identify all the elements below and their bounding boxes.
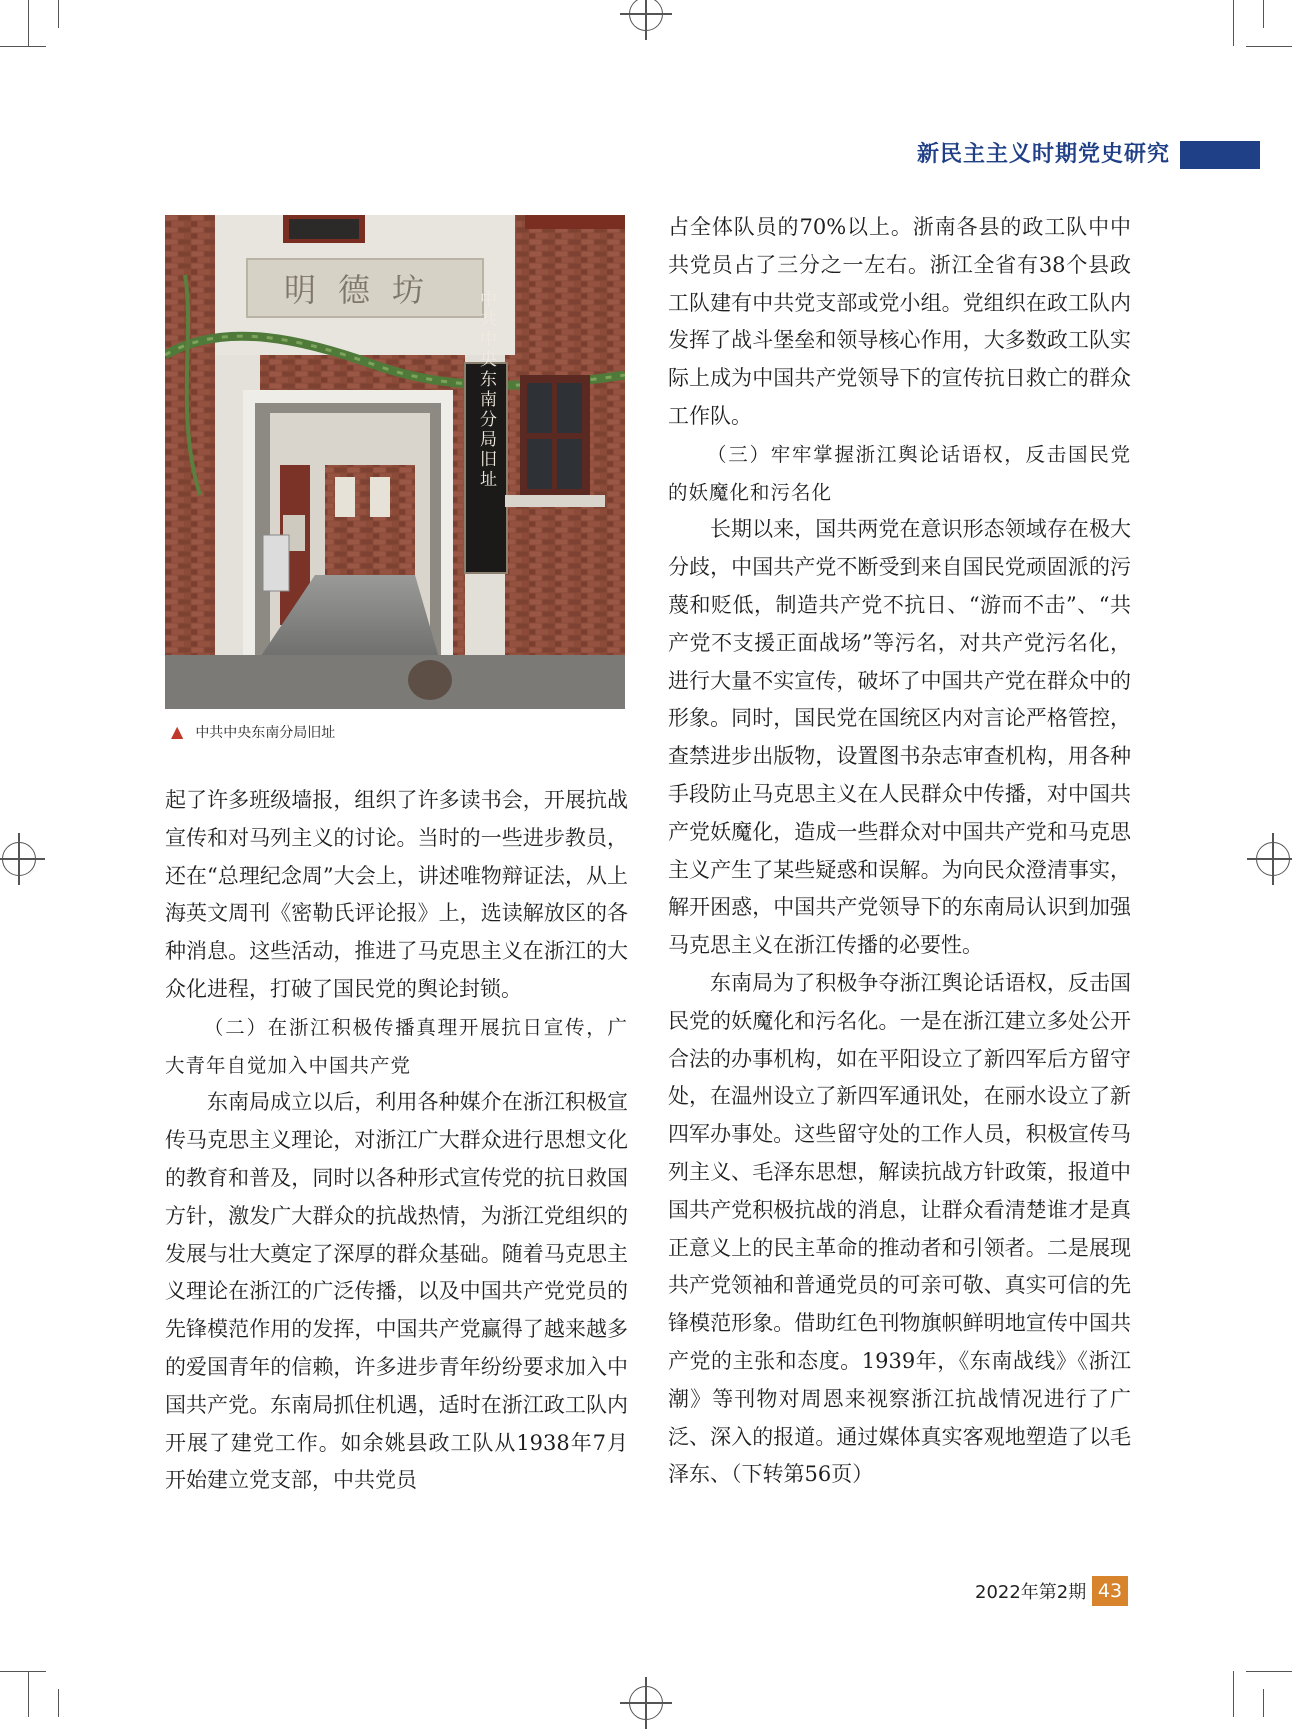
crop-mark — [1246, 1671, 1292, 1672]
crop-mark — [1233, 0, 1234, 46]
triangle-icon: ▲ — [171, 722, 184, 741]
crop-mark — [1263, 0, 1264, 28]
photo-caption — [171, 720, 335, 744]
registration-mark — [629, 1686, 663, 1720]
crop-mark — [1233, 1671, 1234, 1717]
section-title-bar — [1180, 141, 1260, 169]
paragraph: 起了许多班级墙报，组织了许多读书会，开展抗战宣传和对马列主义的讨论。当时的一些进步教员，还在“总理纪念周”大会上，讲述唯物辩证法，从上海英文周刊《密勒氏评论报》上，选读解放区的各种消息。这些活动，推进了马克思主义在浙江的大众化进程，打破了国民党的舆论封锁。 — [165, 788, 628, 1001]
subheading: （三）牢牢掌握浙江舆论话语权，反击国民党的妖魔化和污名化 — [668, 442, 1131, 504]
site-photo — [165, 215, 625, 709]
paragraph: 东南局成立以后，利用各种媒介在浙江积极宣传马克思主义理论，对浙江广大群众进行思想文化的教育和普及，同时以各种形式宣传党的抗日救国方针，激发广大群众的抗战热情，为浙江党组织的发展与壮大奠定了深厚的群众基础。随着马克思主义理论在浙江的广泛传播，以及中国共产党党员的先锋模范作用的发挥，中国共产党赢得了越来越多的爱国青年的信赖，许多进步青年纷纷要求加入中国共产党。东南局抓住机遇，适时在浙江政工队内开展了建党工作。如余姚县政工队从1938年7月开始建立党支部，中共党员 — [165, 1090, 628, 1493]
crop-mark — [58, 0, 59, 28]
section-title: 新民主主义时期党史研究 — [916, 142, 1170, 167]
subheading: （二）在浙江积极传播真理开展抗日宣传，广大青年自觉加入中国共产党 — [165, 1015, 628, 1077]
left-column — [165, 782, 628, 1500]
lintel-text: 明德坊 — [283, 271, 447, 309]
crop-mark — [1246, 46, 1292, 47]
crop-mark — [58, 1689, 59, 1717]
crop-mark — [28, 1671, 29, 1717]
paragraph: 东南局为了积极争夺浙江舆论话语权，反击国民党的妖魔化和污名化。一是在浙江建立多处公开合法的办事机构，如在平阳设立了新四军后方留守处，在温州设立了新四军通讯处，在丽水设立了新四军办事处。这些留守处的工作人员，积极宣传马列主义、毛泽东思想，解读抗战方针政策，报道中国共产党积极抗战的消息，让群众看清楚谁才是真正意义上的民主革命的推动者和引领者。二是展现共产党领袖和普通党员的可亲可敬、真实可信的先锋模范形象。借助红色刊物旗帜鲜明地宣传中国共产党的主张和态度。1939年，《东南战线》《浙江潮》等刊物对周恩来视察浙江抗战情况进行了广泛、深入的报道。通过媒体真实客观地塑造了以毛泽东、（下转第56页） — [668, 970, 1131, 1487]
crop-mark — [1263, 1689, 1264, 1717]
paragraph: 长期以来，国共两党在意识形态领域存在极大分歧，中国共产党不断受到来自国民党顽固派的污蔑和贬低，制造共产党不抗日、“游而不击”、“共产党不支援正面战场”等污名，对共产党污名化，进行大量不实宣传，破坏了中国共产党在群众中的形象。同时，国民党在国统区内对言论严格管控，查禁进步出版物，设置图书杂志审查机构，用各种手段防止马克思主义在人民群众中传播，对中国共产党妖魔化，造成一些群众对中国共产党和马克思主义产生了某些疑惑和误解。为向民众澄清事实，解开困惑，中国共产党领导下的东南局认识到加强马克思主义在浙江传播的必要性。 — [668, 517, 1131, 958]
crop-mark — [0, 46, 46, 47]
vertical-sign-text: 中共中央东南分局旧址 — [476, 290, 496, 490]
photo-caption-text: 中共中央东南分局旧址 — [195, 725, 336, 741]
crop-mark — [0, 1671, 46, 1672]
registration-mark — [629, 0, 663, 31]
issue-label: 2022年第2期 — [975, 1582, 1087, 1603]
registration-mark — [2, 842, 36, 876]
registration-mark — [1256, 842, 1290, 876]
crop-mark — [28, 0, 29, 46]
right-column — [668, 209, 1131, 1494]
paragraph: 占全体队员的70%以上。浙南各县的政工队中中共党员占了三分之一左右。浙江全省有38个县政工队建有中共党支部或党小组。党组织在政工队内发挥了战斗堡垒和领导核心作用，大多数政工队实际上成为中国共产党领导下的宣传抗日救亡的群众工作队。 — [668, 215, 1131, 428]
page-number: 43 — [1092, 1576, 1128, 1606]
